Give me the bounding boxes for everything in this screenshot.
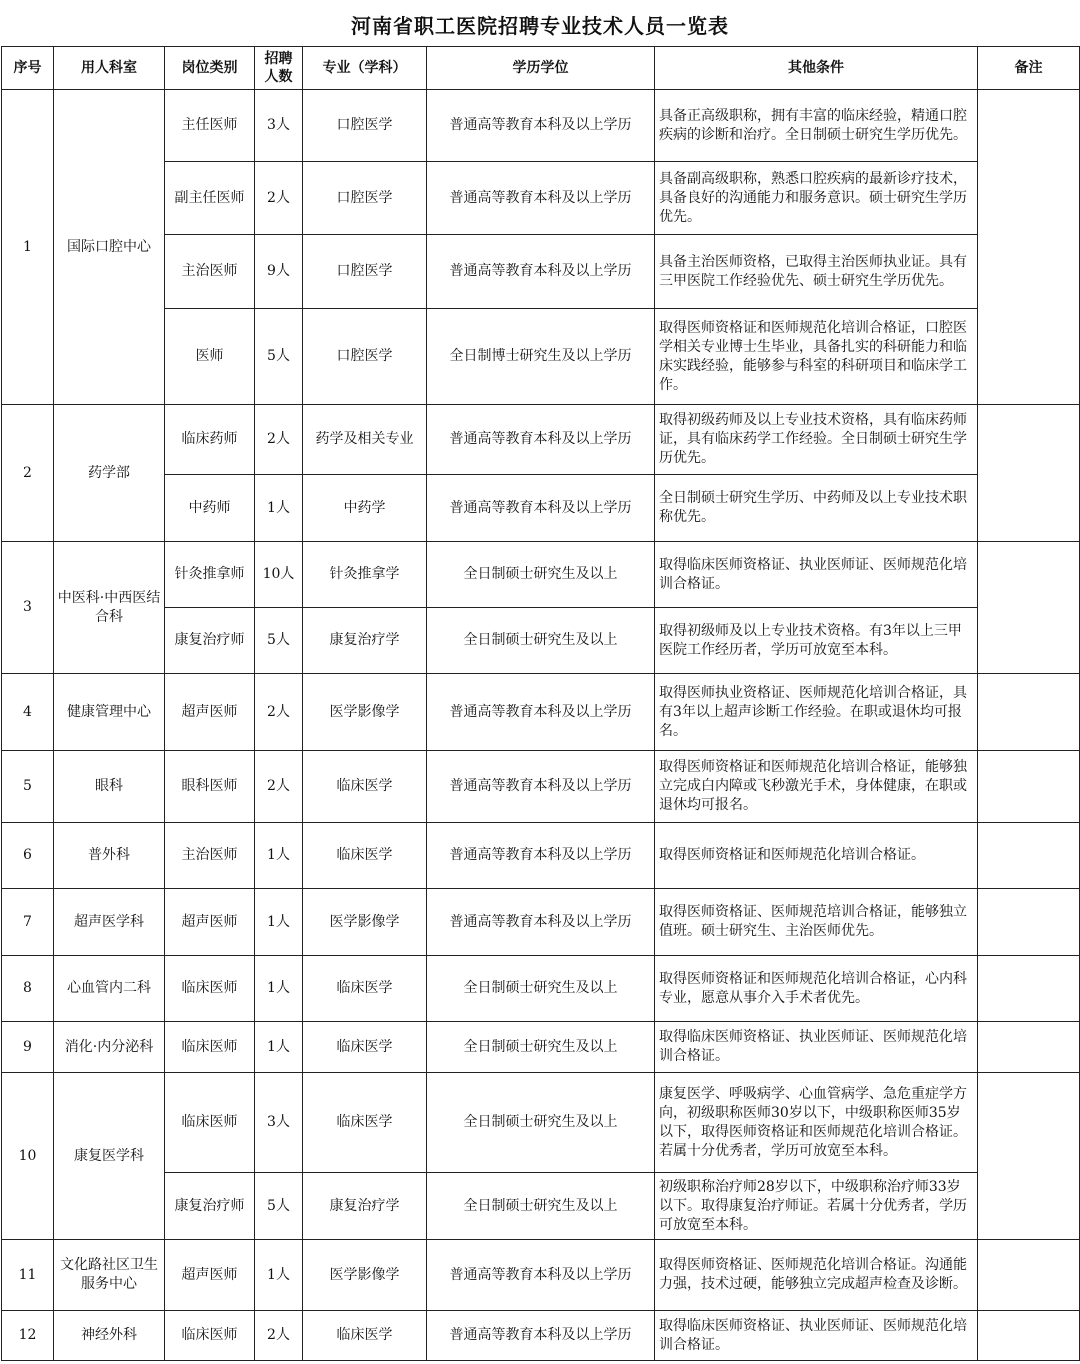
row-education: 普通高等教育本科及以上学历 — [427, 751, 655, 823]
row-index: 12 — [2, 1311, 54, 1361]
row-conditions: 具备主治医师资格，已取得主治医师执业证。具有三甲医院工作经验优先、硕士研究生学历优先。 — [655, 235, 978, 309]
header-index: 序号 — [2, 47, 54, 90]
row-dept: 普外科 — [54, 823, 165, 889]
row-index: 6 — [2, 823, 54, 889]
table-row — [2, 405, 1080, 475]
row-conditions: 取得医师资格证和医师规范化培训合格证。 — [655, 823, 978, 889]
header-count-bottom: 人数 — [264, 69, 293, 85]
header-conditions: 其他条件 — [655, 47, 978, 90]
row-index: 4 — [2, 674, 54, 751]
row-major: 临床医学 — [303, 1311, 427, 1361]
page-title: 河南省职工医院招聘专业技术人员一览表 — [351, 14, 729, 38]
row-position: 主治医师 — [165, 823, 255, 889]
row-major: 临床医学 — [303, 1073, 427, 1173]
row-index: 9 — [2, 1022, 54, 1073]
row-count: 1人 — [255, 889, 303, 956]
row-major: 医学影像学 — [303, 889, 427, 956]
row-dept: 药学部 — [54, 405, 165, 542]
row-count: 10人 — [255, 542, 303, 608]
row-major: 医学影像学 — [303, 674, 427, 751]
row-education: 普通高等教育本科及以上学历 — [427, 235, 655, 309]
row-position: 临床药师 — [165, 405, 255, 475]
recruitment-table — [1, 46, 1080, 1361]
row-conditions: 全日制硕士研究生学历、中药师及以上专业技术职称优先。 — [655, 475, 978, 542]
row-remarks — [978, 1073, 1080, 1240]
row-dept: 心血管内二科 — [54, 956, 165, 1022]
row-index: 3 — [2, 542, 54, 674]
row-major: 口腔医学 — [303, 90, 427, 162]
row-count: 5人 — [255, 1173, 303, 1240]
row-count: 2人 — [255, 405, 303, 475]
row-education: 全日制硕士研究生及以上 — [427, 542, 655, 608]
row-education: 普通高等教育本科及以上学历 — [427, 889, 655, 956]
row-conditions: 取得临床医师资格证、执业医师证、医师规范化培训合格证。 — [655, 1022, 978, 1073]
table-row — [2, 956, 1080, 1022]
row-education: 普通高等教育本科及以上学历 — [427, 162, 655, 235]
row-count: 3人 — [255, 1073, 303, 1173]
row-position: 临床医师 — [165, 956, 255, 1022]
row-major: 临床医学 — [303, 751, 427, 823]
row-major: 口腔医学 — [303, 235, 427, 309]
row-remarks — [978, 823, 1080, 889]
table-row — [2, 751, 1080, 823]
row-conditions: 取得医师执业资格证、医师规范化培训合格证，具有3年以上超声诊断工作经验。在职或退休均可报名。 — [655, 674, 978, 751]
table-row — [2, 1311, 1080, 1361]
row-major: 针灸推拿学 — [303, 542, 427, 608]
row-index: 7 — [2, 889, 54, 956]
row-position: 超声医师 — [165, 674, 255, 751]
table-row — [2, 1073, 1080, 1173]
row-index: 5 — [2, 751, 54, 823]
row-major: 康复治疗学 — [303, 1173, 427, 1240]
row-remarks — [978, 405, 1080, 542]
row-major: 口腔医学 — [303, 309, 427, 405]
row-education: 普通高等教育本科及以上学历 — [427, 405, 655, 475]
row-count: 1人 — [255, 1240, 303, 1311]
row-conditions: 取得初级师及以上专业技术资格。有3年以上三甲医院工作经历者，学历可放宽至本科。 — [655, 608, 978, 674]
row-count: 2人 — [255, 674, 303, 751]
row-education: 普通高等教育本科及以上学历 — [427, 90, 655, 162]
row-remarks — [978, 1022, 1080, 1073]
row-education: 普通高等教育本科及以上学历 — [427, 475, 655, 542]
header-count-top: 招聘 — [264, 51, 293, 67]
row-education: 全日制硕士研究生及以上 — [427, 1173, 655, 1240]
row-position: 临床医师 — [165, 1073, 255, 1173]
header-count — [255, 47, 303, 90]
row-conditions: 取得医师资格证和医师规范化培训合格证，心内科专业，愿意从事介入手术者优先。 — [655, 956, 978, 1022]
row-conditions: 取得医师资格证、医师规范化培训合格证。沟通能力强，技术过硬，能够独立完成超声检查及诊断。 — [655, 1240, 978, 1311]
row-remarks — [978, 674, 1080, 751]
row-position: 副主任医师 — [165, 162, 255, 235]
row-dept: 超声医学科 — [54, 889, 165, 956]
row-education: 全日制硕士研究生及以上 — [427, 956, 655, 1022]
row-remarks — [978, 542, 1080, 674]
row-count: 1人 — [255, 475, 303, 542]
row-conditions: 康复医学、呼吸病学、心血管病学、急危重症学方向，初级职称医师30岁以下，中级职称医师35岁以下，取得医师资格证和医师规范化培训合格证。若属十分优秀者，学历可放宽至本科。 — [655, 1073, 978, 1173]
row-position: 中药师 — [165, 475, 255, 542]
row-count: 3人 — [255, 90, 303, 162]
row-conditions: 初级职称治疗师28岁以下，中级职称治疗师33岁以下。取得康复治疗师证。若属十分优秀者，学历可放宽至本科。 — [655, 1173, 978, 1240]
row-count: 5人 — [255, 608, 303, 674]
row-education: 全日制硕士研究生及以上 — [427, 608, 655, 674]
row-index: 11 — [2, 1240, 54, 1311]
row-position: 临床医师 — [165, 1022, 255, 1073]
row-major: 医学影像学 — [303, 1240, 427, 1311]
row-dept: 康复医学科 — [54, 1073, 165, 1240]
row-conditions: 取得医师资格证、医师规范培训合格证，能够独立值班。硕士研究生、主治医师优先。 — [655, 889, 978, 956]
header-education: 学历学位 — [427, 47, 655, 90]
row-dept: 中医科·中西医结合科 — [54, 542, 165, 674]
row-position: 超声医师 — [165, 1240, 255, 1311]
row-position: 康复治疗师 — [165, 608, 255, 674]
row-index: 10 — [2, 1073, 54, 1240]
row-position: 主任医师 — [165, 90, 255, 162]
row-count: 2人 — [255, 1311, 303, 1361]
row-dept: 神经外科 — [54, 1311, 165, 1361]
row-conditions: 取得医师资格证和医师规范化培训合格证，口腔医学相关专业博士生毕业，具备扎实的科研能力和临床实践经验，能够参与科室的科研项目和临床学工作。 — [655, 309, 978, 405]
row-index: 1 — [2, 90, 54, 405]
row-position: 康复治疗师 — [165, 1173, 255, 1240]
row-position: 针灸推拿师 — [165, 542, 255, 608]
row-education: 全日制博士研究生及以上学历 — [427, 309, 655, 405]
row-major: 中药学 — [303, 475, 427, 542]
row-dept: 消化·内分泌科 — [54, 1022, 165, 1073]
row-conditions: 取得临床医师资格证、执业医师证、医师规范化培训合格证。 — [655, 1311, 978, 1361]
row-position: 超声医师 — [165, 889, 255, 956]
table-row — [2, 1240, 1080, 1311]
row-count: 2人 — [255, 162, 303, 235]
row-count: 5人 — [255, 309, 303, 405]
row-count: 1人 — [255, 1022, 303, 1073]
row-education: 普通高等教育本科及以上学历 — [427, 1311, 655, 1361]
row-position: 医师 — [165, 309, 255, 405]
row-dept: 健康管理中心 — [54, 674, 165, 751]
row-major: 药学及相关专业 — [303, 405, 427, 475]
row-major: 临床医学 — [303, 956, 427, 1022]
header-remarks: 备注 — [978, 47, 1080, 90]
row-remarks — [978, 1311, 1080, 1361]
row-conditions: 具备正高级职称，拥有丰富的临床经验，精通口腔疾病的诊断和治疗。全日制硕士研究生学历优先。 — [655, 90, 978, 162]
row-position: 眼科医师 — [165, 751, 255, 823]
row-index: 2 — [2, 405, 54, 542]
table-row — [2, 542, 1080, 608]
header-row — [2, 47, 1080, 90]
row-major: 康复治疗学 — [303, 608, 427, 674]
row-dept: 文化路社区卫生服务中心 — [54, 1240, 165, 1311]
header-position: 岗位类别 — [165, 47, 255, 90]
header-dept: 用人科室 — [54, 47, 165, 90]
table-row — [2, 889, 1080, 956]
row-conditions: 具备副高级职称，熟悉口腔疾病的最新诊疗技术，具备良好的沟通能力和服务意识。硕士研究生学历优先。 — [655, 162, 978, 235]
row-position: 主治医师 — [165, 235, 255, 309]
row-count: 1人 — [255, 823, 303, 889]
row-dept: 国际口腔中心 — [54, 90, 165, 405]
row-conditions: 取得临床医师资格证、执业医师证、医师规范化培训合格证。 — [655, 542, 978, 608]
row-education: 全日制硕士研究生及以上 — [427, 1022, 655, 1073]
row-education: 普通高等教育本科及以上学历 — [427, 1240, 655, 1311]
row-count: 2人 — [255, 751, 303, 823]
row-remarks — [978, 956, 1080, 1022]
row-education: 全日制硕士研究生及以上 — [427, 1073, 655, 1173]
row-count: 9人 — [255, 235, 303, 309]
row-position: 临床医师 — [165, 1311, 255, 1361]
row-education: 普通高等教育本科及以上学历 — [427, 674, 655, 751]
table-row — [2, 1022, 1080, 1073]
row-major: 临床医学 — [303, 823, 427, 889]
table-row — [2, 90, 1080, 162]
row-dept: 眼科 — [54, 751, 165, 823]
table-row — [2, 674, 1080, 751]
row-major: 口腔医学 — [303, 162, 427, 235]
header-major: 专业（学科） — [303, 47, 427, 90]
row-major: 临床医学 — [303, 1022, 427, 1073]
row-conditions: 取得初级药师及以上专业技术资格，具有临床药师证，具有临床药学工作经验。全日制硕士研究生学历优先。 — [655, 405, 978, 475]
row-remarks — [978, 751, 1080, 823]
row-count: 1人 — [255, 956, 303, 1022]
row-education: 普通高等教育本科及以上学历 — [427, 823, 655, 889]
table-row — [2, 823, 1080, 889]
row-index: 8 — [2, 956, 54, 1022]
row-remarks — [978, 90, 1080, 405]
row-remarks — [978, 1240, 1080, 1311]
row-remarks — [978, 889, 1080, 956]
row-conditions: 取得医师资格证和医师规范化培训合格证，能够独立完成白内障或飞秒激光手术，身体健康，在职或退休均可报名。 — [655, 751, 978, 823]
